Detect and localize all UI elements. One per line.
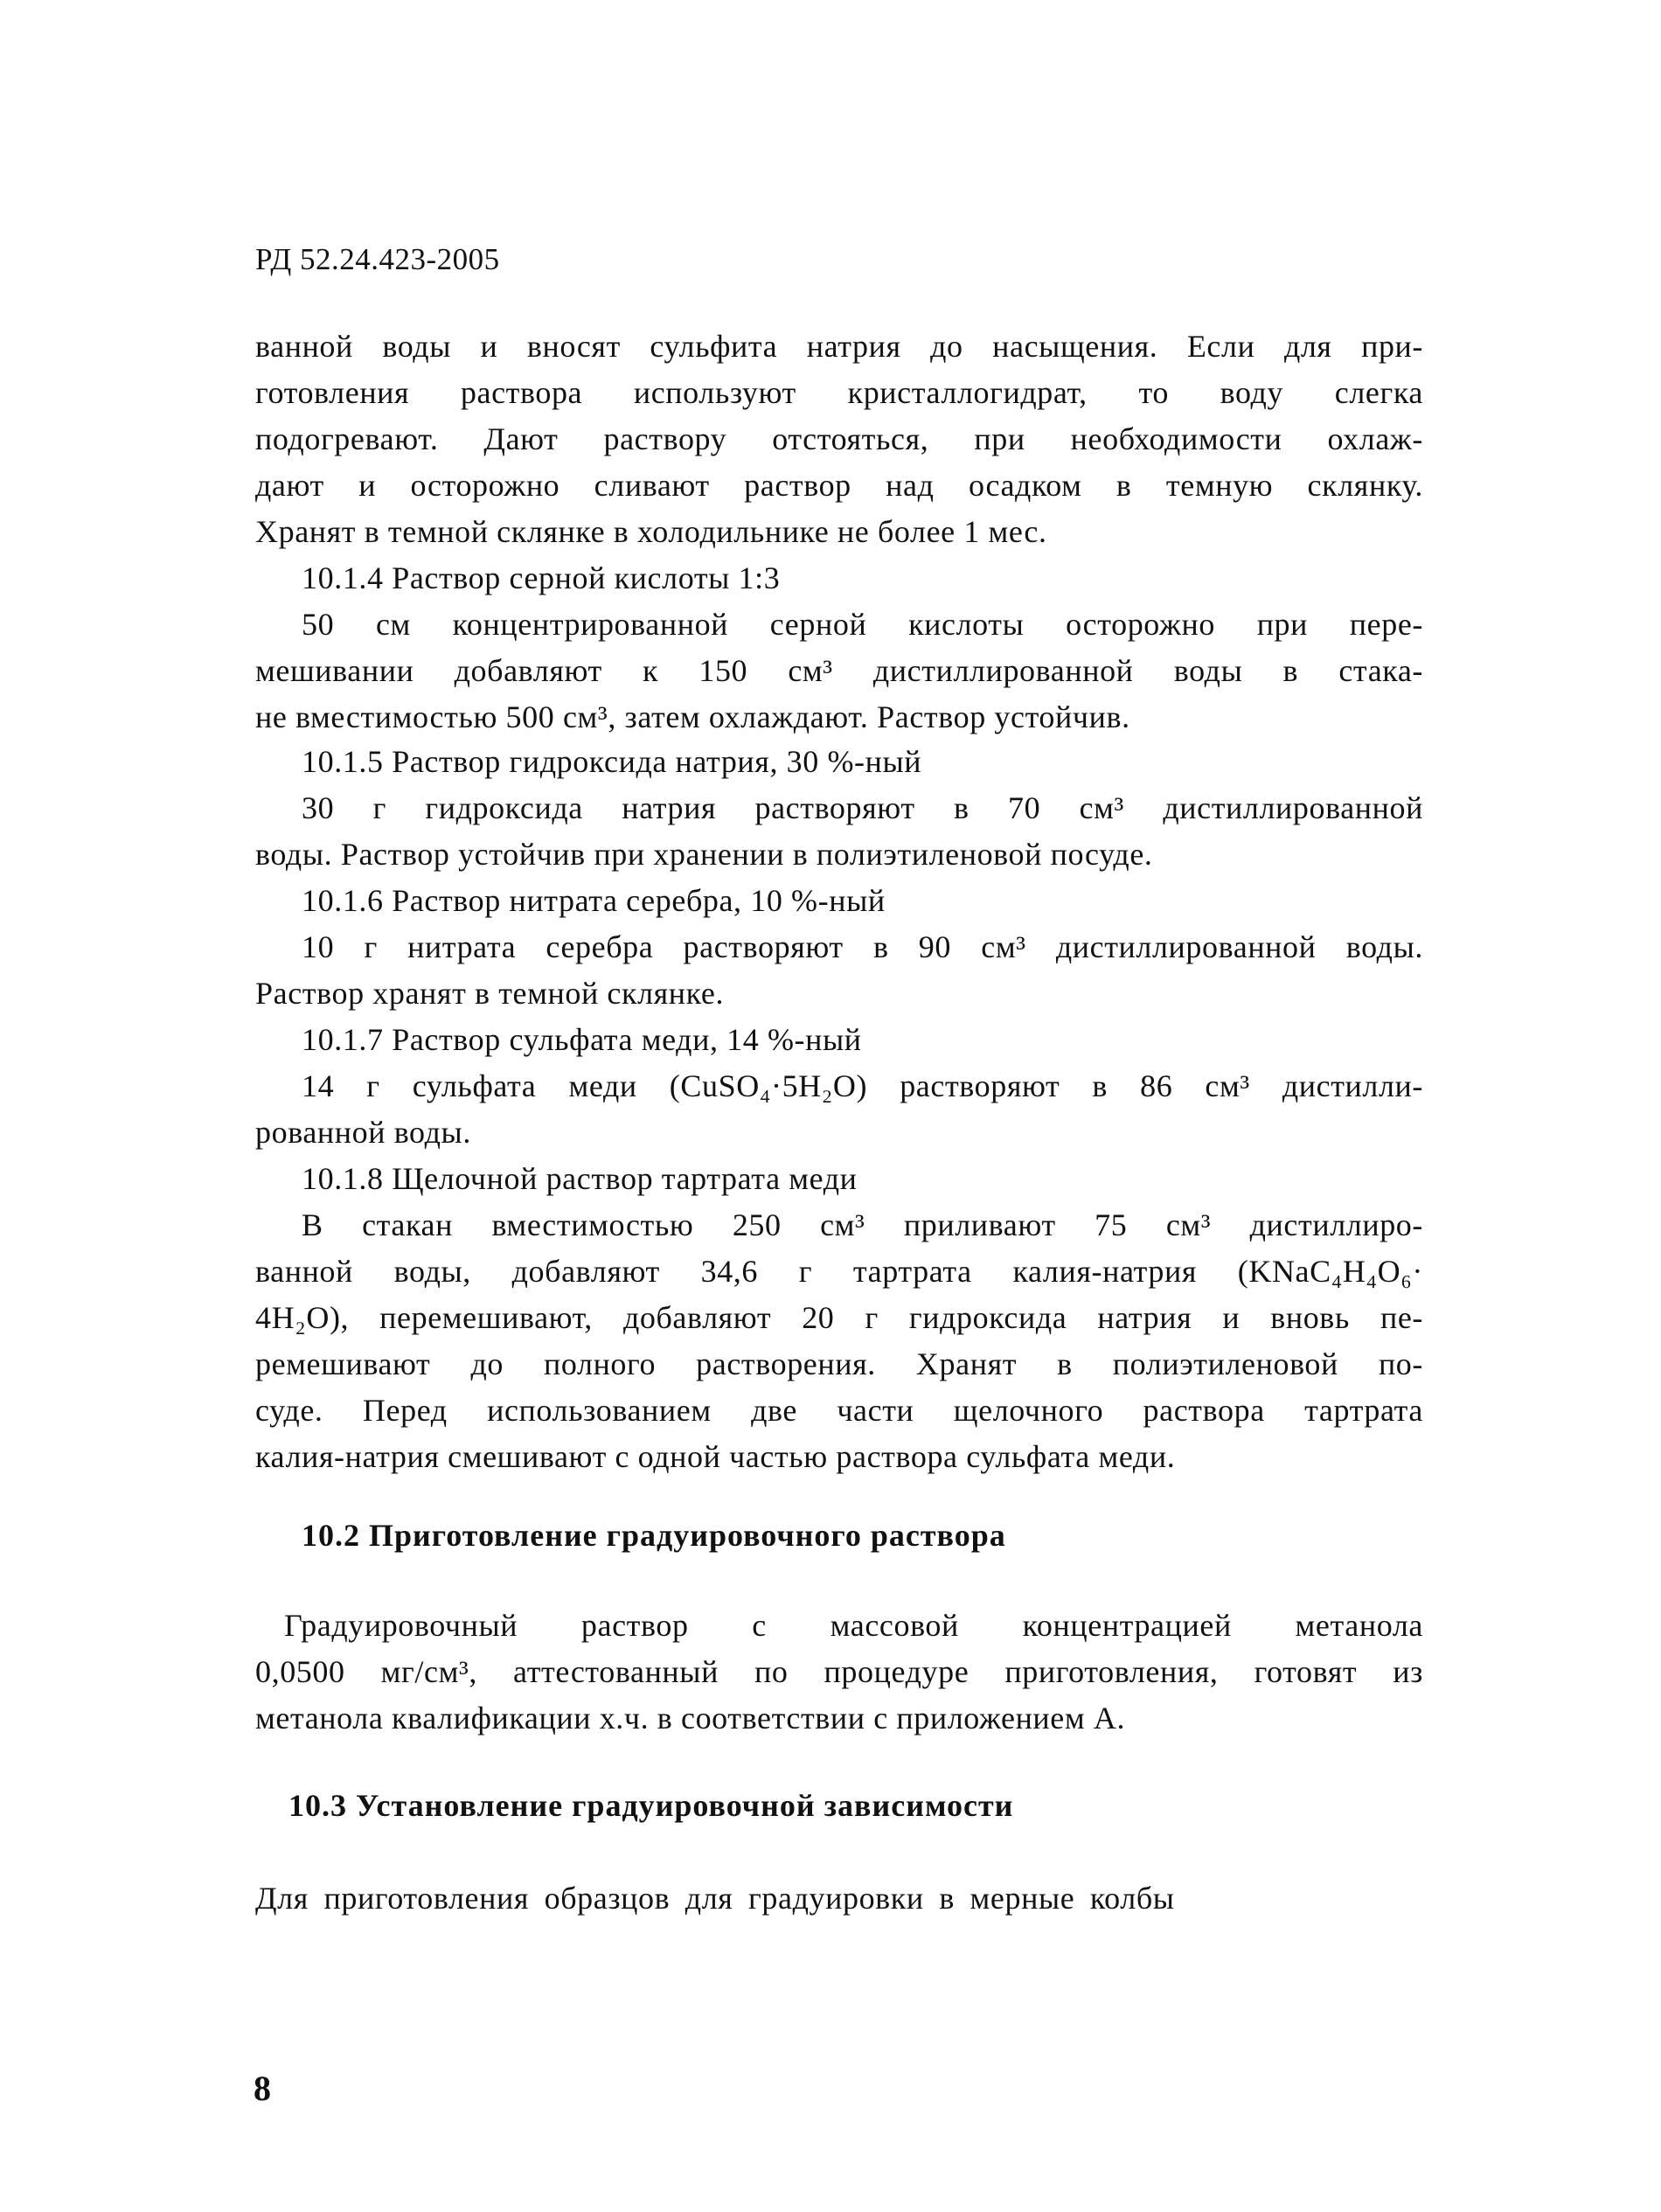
text-line: рованной воды.: [255, 1115, 471, 1150]
text-line: ремешивают до полного растворения. Хранят в полиэтиленовой по-: [255, 1346, 1423, 1381]
subsection-heading: 10.1.6 Раствор нитрата серебра, 10 %-ный: [302, 883, 886, 918]
subsection-heading: 10.1.8 Щелочной раствор тартрата меди: [302, 1161, 858, 1196]
text-line: 0,0500 мг/см³, аттестованный по процедуре приготовления, готовят из: [255, 1654, 1423, 1689]
section-heading: 10.2 Приготовление градуировочного раствора: [302, 1518, 1006, 1553]
text-line: готовления раствора используют кристаллогидрат, то воду слегка: [255, 375, 1423, 410]
text-line: Градуировочный раствор с массовой концентрацией метанола: [284, 1608, 1423, 1643]
text-line: мешивании добавляют к 150 см³ дистиллированной воды в стака-: [255, 653, 1423, 688]
subsection-heading: 10.1.5 Раствор гидроксида натрия, 30 %-ный: [302, 744, 922, 779]
text-line: Хранят в темной склянке в холодильнике не более 1 мес.: [255, 514, 1047, 549]
text-line: 50 см концентрированной серной кислоты осторожно при пере-: [302, 607, 1423, 642]
text-line: суде. Перед использованием две части щелочного раствора тартрата: [255, 1393, 1423, 1428]
text-line: воды. Раствор устойчив при хранении в полиэтиленовой посуде.: [255, 837, 1153, 872]
text-line: 14 г сульфата меди (CuSO₄·5H₂O) растворяют в 86 см³ дистилли-: [302, 1068, 1423, 1103]
text-line: 30 г гидроксида натрия растворяют в 70 см³ дистиллированной: [302, 790, 1423, 825]
subsection-heading: 10.1.4 Раствор серной кислоты 1:3: [302, 560, 781, 595]
subsection-heading: 10.1.7 Раствор сульфата меди, 14 %-ный: [302, 1022, 862, 1057]
text-line: Раствор хранят в темной склянке.: [255, 976, 725, 1011]
page-number: 8: [254, 2069, 271, 2108]
text-line: метанола квалификации х.ч. в соответствии с приложением А.: [255, 1701, 1126, 1736]
text-line: подогревают. Дают раствору отстояться, при необходимости охлаж-: [255, 421, 1423, 456]
text-line: В стакан вместимостью 250 см³ приливают 75 см³ дистиллиро-: [302, 1207, 1423, 1242]
section-heading: 10.3 Установление градуировочной зависимости: [288, 1788, 1014, 1823]
text-line: не вместимостью 500 см³, затем охлаждают. Раствор устойчив.: [255, 699, 1130, 734]
text-line: Для приготовления образцов для градуировки в мерные колбы: [255, 1881, 1175, 1916]
text-line: ванной воды и вносят сульфита натрия до насыщения. Если для при-: [255, 329, 1423, 364]
text-line: 10 г нитрата серебра растворяют в 90 см³ дистиллированной воды.: [302, 929, 1423, 964]
document-code: РД 52.24.423-2005: [255, 242, 500, 276]
text-line: дают и осторожно сливают раствор над осадком в темную склянку.: [255, 468, 1423, 503]
text-line: ванной воды, добавляют 34,6 г тартрата калия-натрия (KNaC₄H₄O₆·: [255, 1254, 1423, 1289]
text-line: 4H₂O), перемешивают, добавляют 20 г гидроксида натрия и вновь пе-: [255, 1300, 1423, 1335]
text-line: калия-натрия смешивают с одной частью раствора сульфата меди.: [255, 1439, 1176, 1474]
